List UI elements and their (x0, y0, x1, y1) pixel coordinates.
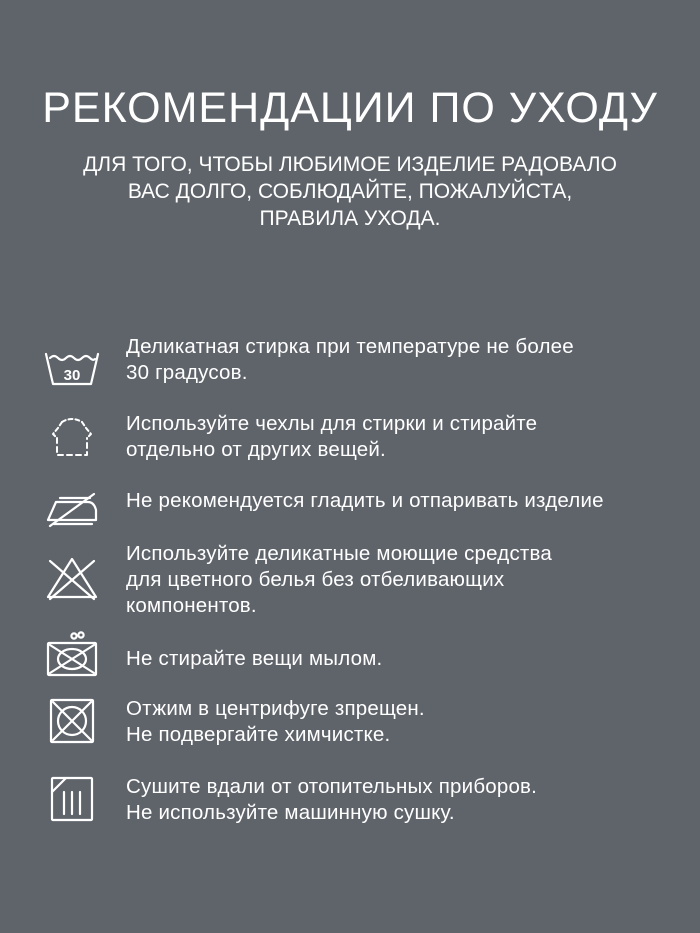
subtitle-line: ДЛЯ ТОГО, ЧТОБЫ ЛЮБИМОЕ ИЗДЕЛИЕ РАДОВАЛО (83, 153, 617, 176)
care-text (126, 411, 686, 463)
care-text-line: отдельно от других вещей. (126, 438, 386, 461)
care-text-line: Отжим в центрифуге зпрещен. (126, 697, 425, 720)
care-text-line: для цветного белья без отбеливающих (126, 568, 505, 591)
care-text (126, 541, 686, 619)
care-text-line: Не рекомендуется гладить и отпаривать изделие (126, 489, 604, 512)
care-text (126, 334, 686, 386)
laundry-bag-icon (44, 413, 100, 461)
no-ironing-icon (44, 486, 100, 534)
page-subtitle (40, 151, 660, 232)
care-text-line: Используйте чехлы для стирки и стирайте (126, 412, 538, 435)
no-soap-icon (44, 629, 100, 677)
subtitle-line: ПРАВИЛА УХОДА. (259, 207, 441, 230)
care-text (126, 646, 686, 672)
care-text (126, 774, 686, 826)
care-text (126, 696, 686, 748)
care-text-line: Сушите вдали от отопительных приборов. (126, 775, 538, 798)
drip-dry-icon (44, 776, 100, 824)
care-text-line: Не используйте машинную сушку. (126, 801, 455, 824)
care-text-line: Деликатная стирка при температуре не более (126, 335, 574, 358)
wash-30-icon (44, 344, 100, 392)
care-text-line: 30 градусов. (126, 361, 248, 384)
no-bleach-icon (44, 555, 100, 603)
care-text (126, 488, 686, 514)
no-tumble-dry-icon (44, 698, 100, 746)
care-text-line: Не подвергайте химчистке. (126, 723, 391, 746)
care-text-line: компонентов. (126, 594, 257, 617)
care-text-line: Не стирайте вещи мылом. (126, 647, 383, 670)
subtitle-line: ВАС ДОЛГО, СОБЛЮДАЙТЕ, ПОЖАЛУЙСТА, (127, 180, 573, 203)
care-text-line: Используйте деликатные моющие средства (126, 542, 552, 565)
page-title: РЕКОМЕНДАЦИИ ПО УХОДУ (42, 84, 658, 132)
wash-temperature-label: 30 (63, 367, 81, 384)
